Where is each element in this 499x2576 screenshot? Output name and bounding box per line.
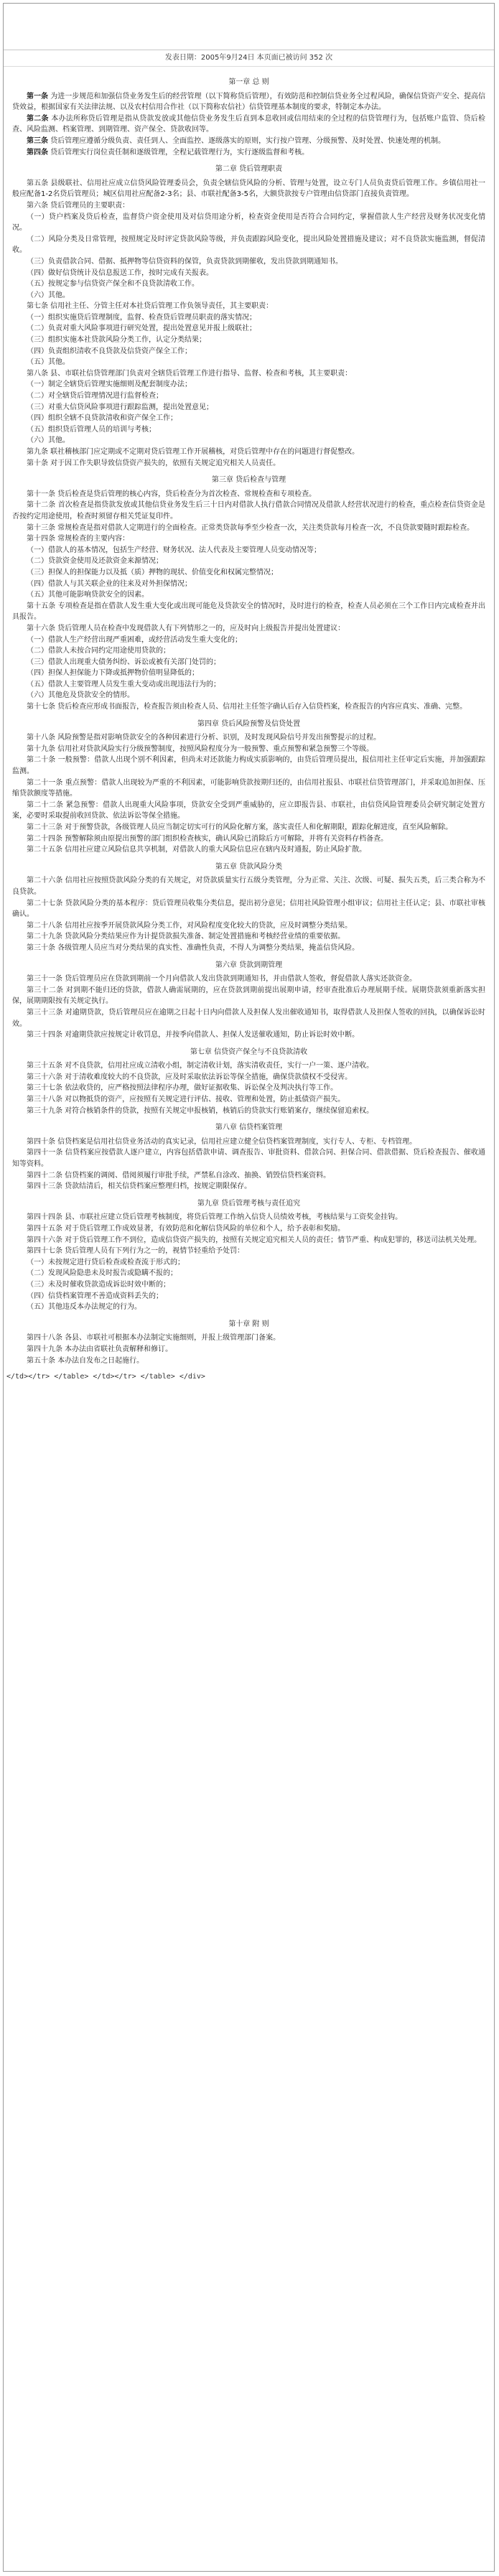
article-paragraph: （一）借款人生产经营出现严重困难，或经营活动发生重大变化的；	[27, 635, 242, 644]
article-paragraph: （四）信贷档案管理不善造成资料丢失的；	[27, 1292, 163, 1300]
article-paragraph: 第四十九条 本办法由省联社负责解释和修订。	[27, 1345, 173, 1353]
article-paragraph: （三）组织实施本社贷款风险分类工作，认定分类结果；	[27, 336, 206, 345]
article-paragraph: （五）按规定参与信贷资产保全和不良贷款清收工作。	[27, 280, 199, 289]
article-paragraph: 第四十八条 各县、市联社可根据本办法制定实施细则，并报上级管理部门备案。	[27, 1334, 281, 1343]
article-text: 本办法所称贷后管理是指从贷款发放或其他信贷业务发生后直到本息收回或信用结束的全过程的信贷管理行为，包括账户监管、贷后检查、风险监测、档案管理、到期管理、资产保全、贷款收回等。	[12, 114, 485, 134]
page-frame	[3, 3, 495, 2572]
article-paragraph: （一）制定全辖贷后管理实施细则及配套制度办法；	[27, 381, 192, 389]
chapter-title: 第六章 贷款到期管理	[215, 961, 283, 969]
article-paragraph: 第五十条 本办法自发布之日起施行。	[27, 1356, 144, 1365]
article-paragraph: （二）负责对重大风险事项进行研究处置，提出处置意见并报上级联社；	[27, 325, 256, 333]
article-paragraph: 第十七条 贷后检查应形成书面报告，检查报告须由检查人员、信用社主任签字确认后存入信贷档案，检查报告的内容应真实、准确、完整。	[27, 703, 467, 711]
article-paragraph: 第六条 贷后管理员的主要职责：	[27, 201, 130, 210]
article-paragraph: （六）其他。	[27, 437, 70, 445]
article-label: 第一条	[27, 92, 49, 101]
article-paragraph: （三）负责借款合同、借据、抵押物等信贷资料的保管，负责贷款到期催收，发出贷款到期通知书。	[27, 257, 342, 266]
article-paragraph	[12, 136, 485, 147]
article-paragraph: 第十条 对于因工作失职导致信贷资产损失的，依照有关规定追究相关人员责任。	[27, 459, 281, 467]
article-paragraph: 第二十六条 信用社应按照贷款风险分类的有关规定，对贷款质量实行五级分类管理，分为正常、关注、次级、可疑、损失五类，后三类合称为不良贷款。	[12, 877, 485, 896]
article-paragraph: 第二十七条 贷款风险分类的基本程序：贷后管理员收集分类信息，提出初分意见；信用社风险管理小组审议；信用社主任认定；县、市联社审核确认。	[12, 899, 485, 919]
article-paragraph: （二）风险分类及日常管理，按照规定及时评定贷款风险等级，并负责跟踪风险变化，提出风险处置措施及建议；对不良贷款实施监测，督促清收。	[12, 235, 485, 255]
article-paragraph: 第三十三条 对逾期贷款，贷后管理员应在逾期之日起十日内向借款人及担保人发出催收通知书，取得借款人及担保人签收的回执，以确保诉讼时效。	[12, 1008, 485, 1028]
article-paragraph: 第三十八条 对以物抵贷的资产，应按照有关规定进行评估、接收、管理和处置，防止抵债资产损失。	[27, 1096, 345, 1104]
article-paragraph: 第四十三条 贷款结清后，相关信贷档案应整理归档，按规定期限保存。	[27, 1182, 252, 1191]
publish-meta: 发表日期：2005年9月24日 本页面已被访问 352 次	[4, 50, 494, 67]
article-paragraph: 第十三条 常规检查是指对借款人定期进行的全面检查。正常类贷款每季至少检查一次，关注类贷款每月检查一次，不良贷款要随时跟踪检查。	[27, 523, 475, 532]
chapter-title: 第三章 贷后检查与管理	[211, 476, 286, 485]
article-paragraph: 第三十五条 对不良贷款，信用社应成立清收小组，制定清收计划，落实清收责任，实行一户一策、逐户清收。	[27, 1062, 374, 1070]
article-paragraph: 第四十五条 对于贷后管理工作成效显著，有效防范和化解信贷风险的单位和个人，给予表彰和奖励。	[27, 1225, 345, 1233]
article-paragraph: （二）借款人未按合同约定用途使用贷款的；	[27, 647, 170, 655]
article-paragraph: （五）借款人主要管理人员发生重大变动或出现违法行为的；	[27, 680, 220, 689]
article-paragraph: 第四十四条 县、市联社应建立贷后管理考核制度，将贷后管理工作纳入信贷人员绩效考核，考核结果与工资奖金挂钩。	[27, 1213, 403, 1222]
article-label: 第三条	[27, 136, 48, 145]
raw-html-tail: </td></tr> </table> </td></tr> </table> </div>	[6, 1373, 205, 1381]
article-paragraph: 第二十五条 信用社应建立风险信息共享机制，对借款人的重大风险信息应在辖内及时通报，防止风险扩散。	[27, 846, 367, 854]
article-label: 第四条	[27, 148, 48, 157]
chapter-title: 第七章 信贷资产保全与不良贷款清收	[190, 1047, 308, 1056]
article-paragraph: （三）未及时催收贷款造成诉讼时效中断的；	[27, 1280, 170, 1289]
article-paragraph: （二）发现风险隐患未及时报告或隐瞒不报的；	[27, 1269, 177, 1278]
article-text: 为进一步规范和加强信贷业务发生后的经营管理（以下简称贷后管理），有效防范和控制信贷业务全过程风险，确保信贷资产安全、提高信贷效益，根据国家有关法律法规、以及农村信用合作社（以下简称农信社）信贷管理基本制度的要求，特制定本办法。	[12, 92, 486, 112]
chapter-title: 第二章 贷后管理职责	[215, 165, 283, 174]
chapter-title: 第十章 附 则	[228, 1320, 269, 1328]
article-paragraph: 第五条 县级联社、信用社应成立信贷风险管理委员会，负责全辖信贷风险的分析、管理与处置，设立专门人员负责贷后管理工作。乡镇信用社一般应配备1-2名贷后管理员；城区信用社应配备2-3名；县、市联社配备3-5名，大额贷款按专户管理由信贷部门直接负责管理。	[12, 179, 485, 199]
article-paragraph: 第四十六条 对于贷后管理工作不到位，造成信贷资产损失的，按照有关规定追究相关人员的责任；情节严重、构成犯罪的，移送司法机关处理。	[27, 1236, 482, 1244]
chapter-title: 第五章 贷款风险分类	[215, 862, 283, 871]
article-paragraph: 第二十条 一般预警：借款人出现个别不利因素，但尚未对还款能力构成实质影响的，由贷后管理员提出，报信用社主任审定后实施，并加强跟踪监测。	[12, 756, 485, 776]
article-paragraph: 第四十条 信贷档案是信用社信贷业务活动的真实记录，信用社应建立健全信贷档案管理制度，实行专人、专柜、专档管理。	[27, 1137, 417, 1146]
article-paragraph: （四）做好信贷统计及信息报送工作，按时完成有关报表。	[27, 269, 213, 277]
article-paragraph: （四）担保人担保能力下降或抵押物价值明显降低的；	[27, 669, 199, 678]
header-bar	[4, 4, 494, 50]
article-paragraph: （五）其他。	[27, 358, 70, 367]
article-paragraph: （三）担保人的担保能力以及抵（质）押物的现状、价值变化和权属完整情况；	[27, 568, 278, 577]
article-paragraph: 第二十八条 信用社应按季开展贷款风险分类工作，对风险程度变化较大的贷款，应及时调整分类结果。	[27, 921, 353, 930]
article-paragraph	[12, 91, 485, 113]
article-paragraph: 第七条 信用社主任、分管主任对本社贷后管理工作负领导责任，其主要职责：	[27, 302, 274, 311]
article-paragraph: （一）组织实施贷后管理制度，监督、检查贷后管理员职责的落实情况；	[27, 313, 256, 322]
article-paragraph: 第三十四条 对逾期贷款应按规定计收罚息，并按季向借款人、担保人发送催收通知，防止诉讼时效中断。	[27, 1031, 360, 1040]
chapter-title: 第一章 总 则	[228, 78, 269, 86]
article-paragraph: 第三十九条 对符合核销条件的贷款，按照有关规定申报核销，核销后的贷款实行账销案存，继续保留追索权。	[27, 1106, 374, 1115]
chapter-title: 第九章 贷后管理考核与责任追究	[197, 1199, 301, 1208]
article-paragraph: （三）借款人出现重大债务纠纷、诉讼或被有关部门处罚的；	[27, 658, 220, 666]
article-paragraph: 第十五条 专项检查是指在借款人发生重大变化或出现可能危及贷款安全的情况时，及时进行的检查，检查人员必须在三个工作日内完成检查并出具报告。	[12, 602, 485, 622]
article-paragraph: （二）对全辖贷后管理情况进行监督检查；	[27, 392, 163, 401]
article-paragraph: （三）对重大信贷风险事项进行跟踪监测，提出处置意见；	[27, 403, 213, 411]
article-body	[4, 67, 494, 1366]
article-paragraph: （二）贷款资金使用及还款资金来源情况；	[27, 557, 163, 566]
article-paragraph: （六）其他。	[27, 291, 70, 299]
article-paragraph: 第三十七条 依法收贷的，应严格按照法律程序办理，做好证据收集、诉讼保全及判决执行等工作。	[27, 1084, 338, 1093]
article-paragraph: （四）负责组织清收不良贷款及信贷资产保全工作；	[27, 347, 192, 355]
article-paragraph: （一）贷户档案及贷后检查，监督贷户资金使用及对信贷用途分析，检查资金使用是否符合合同约定，掌握借款人生产经营及财务状况变化情况。	[12, 213, 485, 233]
article-paragraph: 第十九条 信用社对贷款风险实行分级预警制度，按照风险程度分为一般预警、重点预警和紧急预警三个等级。	[27, 745, 374, 753]
article-paragraph: 第二十三条 对于预警贷款，各级管理人员应当制定切实可行的风险化解方案，落实责任人和化解期限，跟踪化解进度，直至风险解除。	[27, 823, 453, 831]
article-paragraph: （五）其他可能影响贷款安全的因素。	[27, 591, 149, 599]
article-paragraph: 第二十一条 重点预警：借款人出现较为严重的不利因素，可能影响贷款按期归还的，由信用社报县、市联社信贷管理部门，并采取追加担保、压缩贷款额度等措施。	[12, 778, 485, 798]
article-text: 贷后管理实行岗位责任制和逐级管理，全程记载管理行为，实行逐级监督和考核。	[50, 148, 309, 157]
article-paragraph: （五）组织贷后管理人员的培训与考核；	[27, 425, 156, 434]
article-paragraph: 第八条 县、市联社信贷管理部门负责对全辖贷后管理工作进行指导、监督、检查和考核，其主要职责：	[27, 369, 353, 378]
article-paragraph: 第三十一条 贷后管理员应在贷款到期前一个月向借款人发出贷款到期通知书，并由借款人签收，督促借款人落实还款资金。	[27, 975, 417, 984]
article-paragraph: 第四十一条 信贷档案应按借款人逐户建立，内容包括借款申请、调查报告、审批资料、借款合同、担保合同、借款借据、贷后检查报告、催收通知等资料。	[12, 1149, 485, 1169]
article-paragraph: 第四十七条 贷后管理人员有下列行为之一的，视情节轻重给予处罚：	[27, 1247, 245, 1256]
article-paragraph: 第十八条 风险预警是指对影响贷款安全的各种因素进行分析、识别，及时发现风险信号并发出预警提示的过程。	[27, 734, 381, 742]
article-label: 第二条	[27, 114, 49, 123]
article-paragraph: （一）未按规定进行贷后检查或检查流于形式的；	[27, 1258, 185, 1266]
article-paragraph: （四）组织全辖不良贷款清收和资产保全工作；	[27, 414, 177, 423]
article-paragraph: （一）借款人的基本情况，包括生产经营、财务状况、法人代表及主要管理人员变动情况等；	[27, 546, 321, 554]
chapter-title: 第八章 信贷档案管理	[215, 1124, 283, 1132]
article-paragraph	[12, 147, 485, 159]
article-paragraph: 第二十四条 预警解除须由原提出预警的部门组织检查核实，确认风险已消除后方可解除，并将有关资料存档备查。	[27, 834, 388, 843]
article-paragraph: 第十六条 贷后管理人员在检查中发现借款人有下列情形之一的，应及时向上级报告并提出处置建议：	[27, 624, 345, 633]
article-paragraph: （四）借款人与其关联企业的往来及对外担保情况；	[27, 579, 192, 588]
article-paragraph: 第四十二条 信贷档案的调阅、借阅须履行审批手续，严禁私自涂改、抽换、销毁信贷档案资料。	[27, 1171, 331, 1180]
chapter-title: 第四章 贷后风险预警及信贷处置	[197, 719, 301, 728]
article-paragraph: 第二十二条 紧急预警：借款人出现重大风险事项，贷款安全受到严重威胁的，应立即报告县、市联社，由信贷风险管理委员会研究制定处置方案，必要时采取提前收回贷款、依法诉讼等保全措施。	[12, 801, 485, 821]
article-paragraph: （六）其他危及贷款安全的情形。	[27, 691, 134, 700]
article-paragraph: 第三十条 各级管理人员应当对分类结果的真实性、准确性负责，不得人为调整分类结果，掩盖信贷风险。	[27, 943, 360, 952]
article-text: 贷后管理应遵循分级负责、责任到人、全面监控、逐级落实的原则，实行按户管理、分级预警、及时处置、快速处理的机制。	[50, 136, 446, 145]
article-paragraph: 第三十二条 对到期不能归还的贷款，借款人确需展期的，应在贷款到期前提出展期申请，经审查批准后办理展期手续。展期贷款须重新落实担保，展期期限按有关规定执行。	[12, 986, 485, 1006]
article-paragraph: 第十四条 常规检查的主要内容：	[27, 535, 130, 543]
article-paragraph: （五）其他违反本办法规定的行为。	[27, 1303, 141, 1312]
article-paragraph: 第二十九条 贷款风险分类结果应作为计提贷款损失准备、制定处置措施和考核经营业绩的重要依据。	[27, 933, 345, 941]
article-paragraph: 第九条 联社稽核部门应定期或不定期对贷后管理工作开展稽核，对贷后管理中存在的问题进行督促整改。	[27, 448, 360, 456]
article-paragraph: 第十一条 贷后检查是贷后管理的核心内容，贷后检查分为首次检查、常规检查和专项检查。	[27, 490, 317, 498]
article-paragraph	[12, 113, 485, 136]
article-paragraph: 第十二条 首次检查是指贷款发放或其他信贷业务发生后三十日内对借款人执行借款合同情况及借款人经营状况进行的检查，重点检查信贷资金是否按约定用途使用，检查时须留存相关凭证复印件。	[12, 501, 485, 521]
article-paragraph: 第三十六条 对于清收难度较大的不良贷款，应及时采取依法诉讼等保全措施，确保贷款债权不受侵害。	[27, 1073, 353, 1081]
